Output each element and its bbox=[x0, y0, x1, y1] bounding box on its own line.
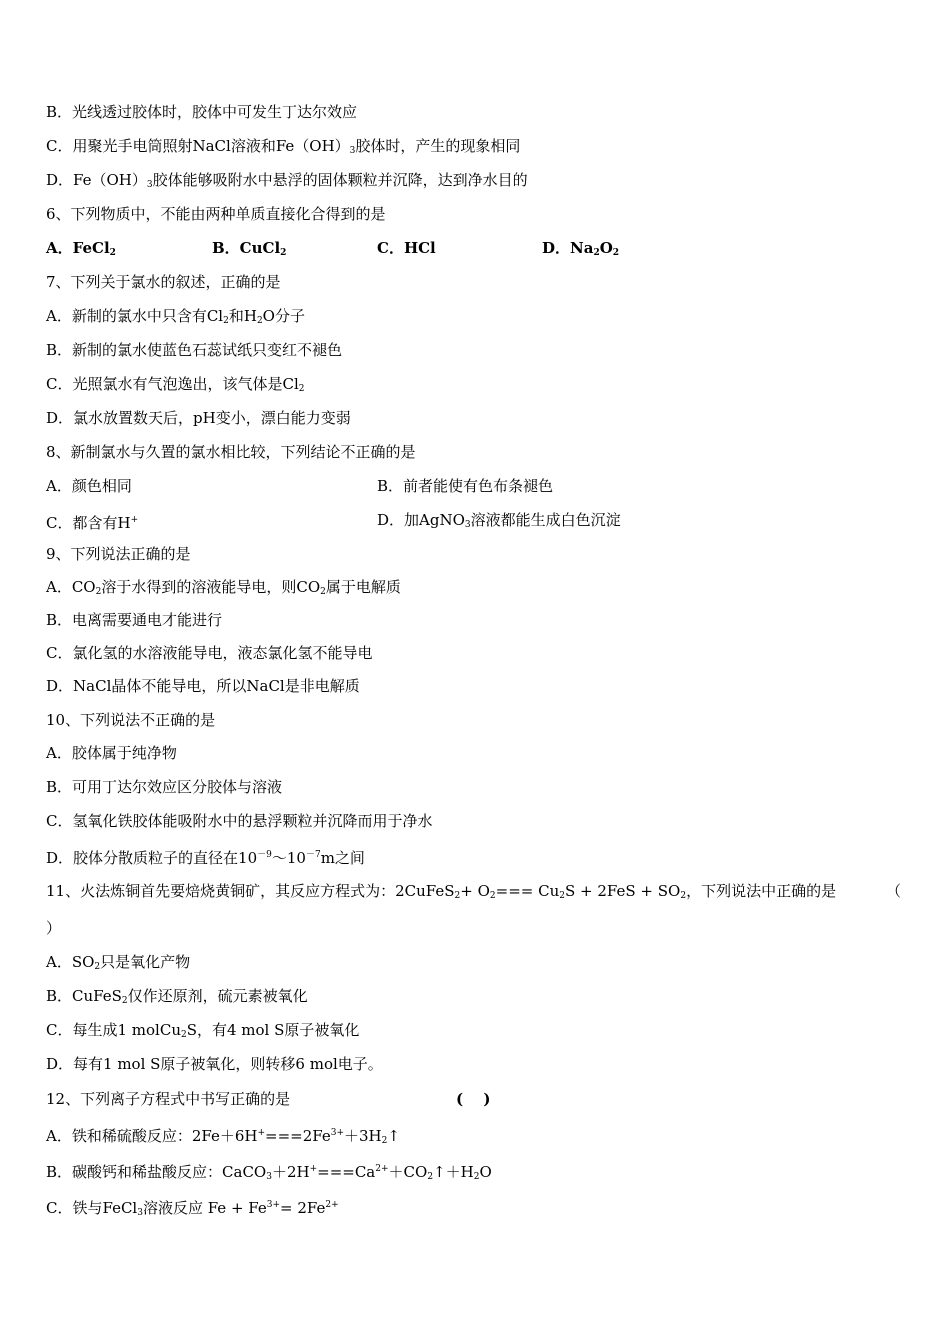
q7-option-d: D．氯水放置数天后，pH变小，漂白能力变弱 bbox=[46, 409, 351, 427]
q9-option-d: D．NaCl晶体不能导电，所以NaCl是非电解质 bbox=[46, 677, 360, 695]
q11-answer-paren-close: ） bbox=[46, 919, 62, 937]
q11-option-d: D．每有1 mol S原子被氧化，则转移6 mol电子。 bbox=[46, 1055, 383, 1073]
q6-option-b: B．CuCl$_2$ bbox=[212, 239, 287, 258]
q8-option-a: A．颜色相同 bbox=[46, 477, 132, 495]
q9-option-c: C．氯化氢的水溶液能导电，液态氯化氢不能导电 bbox=[46, 644, 373, 662]
q11-option-b: B．CuFeS$_2$仅作还原剂，硫元素被氧化 bbox=[46, 987, 308, 1006]
q6-option-a: A．FeCl$_2$ bbox=[46, 239, 116, 258]
q12-option-b: B．碳酸钙和稀盐酸反应：$CaCO_3+2H^+===Ca^{2+}+CO_2↑+H_2O$ bbox=[46, 1163, 492, 1182]
q11-option-a: A．$SO_2$只是氧化产物 bbox=[46, 953, 191, 972]
q6-option-c: C．HCl bbox=[377, 239, 436, 257]
q6-stem: 6、下列物质中，不能由两种单质直接化合得到的是 bbox=[46, 205, 386, 223]
q11-stem: 11、火法炼铜首先要焙烧黄铜矿，其反应方程式为：2CuFeS$_2$+ $O_2=== Cu_2S + 2FeS + SO_2$，下列说法中正确的是 bbox=[46, 882, 837, 901]
q12-stem: 12、下列离子方程式中书写正确的是 bbox=[46, 1090, 291, 1108]
q5-option-c: C．用聚光手电筒照射NaCl溶液和$Fe(OH)_3$胶体时，产生的现象相同 bbox=[46, 137, 521, 156]
q10-option-d: D．胶体分散质粒子的直径在$10^{-9}\sim 10^{-7}m$之间 bbox=[46, 849, 365, 867]
q9-option-a: A．$CO_2$溶于水得到的溶液能导电，则$CO_2$属于电解质 bbox=[46, 578, 401, 597]
q12-option-c: C．铁与FeCl$_3$溶液反应 $Fe + Fe^{3+}= 2Fe^{2+}$ bbox=[46, 1199, 339, 1218]
q8-option-d: D．加AgNO$_3$溶液都能生成白色沉淀 bbox=[377, 511, 621, 530]
q8-stem: 8、新制氯水与久置的氯水相比较，下列结论不正确的是 bbox=[46, 443, 416, 461]
q11-answer-paren-open: （ bbox=[886, 882, 902, 900]
q10-option-a: A．胶体属于纯净物 bbox=[46, 744, 177, 762]
q7-option-c: C．光照氯水有气泡逸出，该气体是$Cl_2$ bbox=[46, 375, 305, 394]
q5-option-b: B．光线透过胶体时，胶体中可发生丁达尔效应 bbox=[46, 103, 358, 121]
q10-option-c: C．氢氧化铁胶体能吸附水中的悬浮颗粒并沉降而用于净水 bbox=[46, 812, 433, 830]
q8-option-b: B．前者能使有色布条褪色 bbox=[377, 477, 554, 495]
q8-option-c: C．都含有H+ bbox=[46, 514, 139, 532]
q11-option-c: C．每生成1 molCu$_2$S，有4 mol S原子被氧化 bbox=[46, 1021, 360, 1040]
q7-option-b: B．新制的氯水使蓝色石蕊试纸只变红不褪色 bbox=[46, 341, 343, 359]
q12-answer-paren: ( ) bbox=[456, 1090, 491, 1108]
q10-stem: 10、下列说法不正确的是 bbox=[46, 711, 216, 729]
q9-stem: 9、下列说法正确的是 bbox=[46, 545, 191, 563]
q9-option-b: B．电离需要通电才能进行 bbox=[46, 611, 223, 629]
q12-option-a: A．铁和稀硫酸反应：$2Fe+6H^+===2Fe^{3+}+3H_2↑$ bbox=[46, 1127, 400, 1146]
q7-stem: 7、下列关于氯水的叙述，正确的是 bbox=[46, 273, 281, 291]
q10-option-b: B．可用丁达尔效应区分胶体与溶液 bbox=[46, 778, 283, 796]
q5-option-d: D．$Fe(OH)_3$胶体能够吸附水中悬浮的固体颗粒并沉降，达到净水目的 bbox=[46, 171, 528, 190]
q6-option-d: D．$Na_2O_2$ bbox=[542, 239, 620, 258]
q7-option-a: A．新制的氯水中只含有$Cl_2$和$H_2O$分子 bbox=[46, 307, 305, 326]
